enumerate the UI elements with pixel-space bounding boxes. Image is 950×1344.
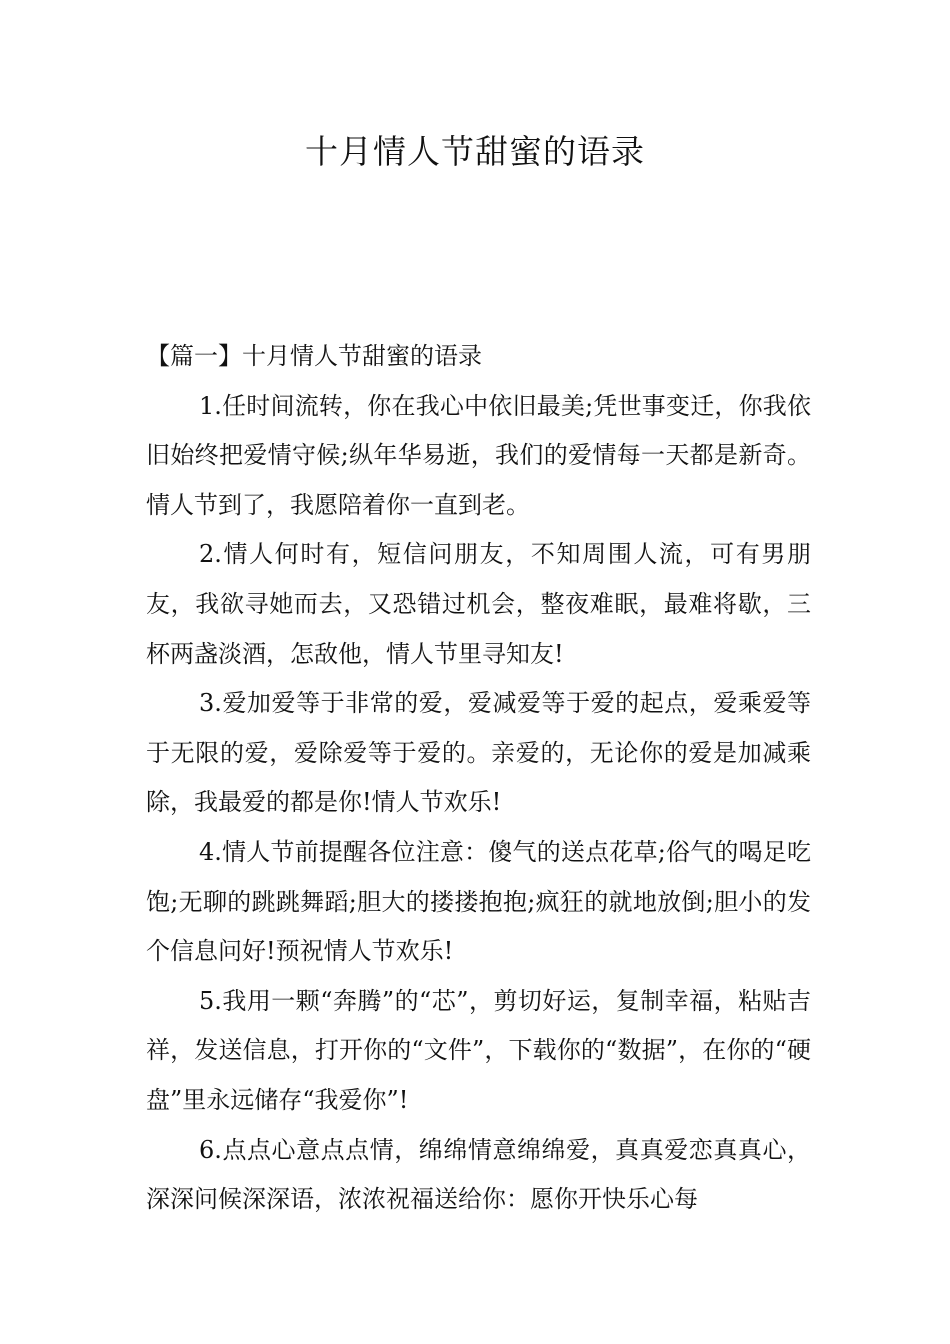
document-body <box>146 332 811 1225</box>
paragraph-4: 4.情人节前提醒各位注意：傻气的送点花草;俗气的喝足吃饱;无聊的跳跳舞蹈;胆大的搂搂抱抱;疯狂的就地放倒;胆小的发个信息问好!预祝情人节欢乐! <box>146 837 811 966</box>
paragraph-3: 3.爱加爱等于非常的爱，爱减爱等于爱的起点，爱乘爱等于无限的爱，爱除爱等于爱的。亲爱的，无论你的爱是加减乘除，我最爱的都是你!情人节欢乐! <box>146 689 811 817</box>
section-heading: 【篇一】十月情人节甜蜜的语录 <box>146 342 482 370</box>
paragraph-6: 6.点点心意点点情，绵绵情意绵绵爱，真真爱恋真真心，深深问候深深语，浓浓祝福送给你：愿你开快乐心每 <box>146 1135 811 1214</box>
document-title: 十月情人节甜蜜的语录 <box>305 132 645 171</box>
paragraph-5: 5.我用一颗“奔腾”的“芯”，剪切好运，复制幸福，粘贴吉祥，发送信息，打开你的“文件”，下载你的“数据”，在你的“硬盘”里永远储存“我爱你”! <box>146 986 811 1114</box>
paragraph-2: 2.情人何时有，短信问朋友，不知周围人流，可有男朋友，我欲寻她而去，又恐错过机会，整夜难眠，最难将歇，三杯两盏淡酒，怎敌他，情人节里寻知友! <box>146 540 811 668</box>
paragraph-1: 1.任时间流转，你在我心中依旧最美;凭世事变迁，你我依旧始终把爱情守候;纵年华易逝，我们的爱情每一天都是新奇。情人节到了，我愿陪着你一直到老。 <box>146 391 811 519</box>
